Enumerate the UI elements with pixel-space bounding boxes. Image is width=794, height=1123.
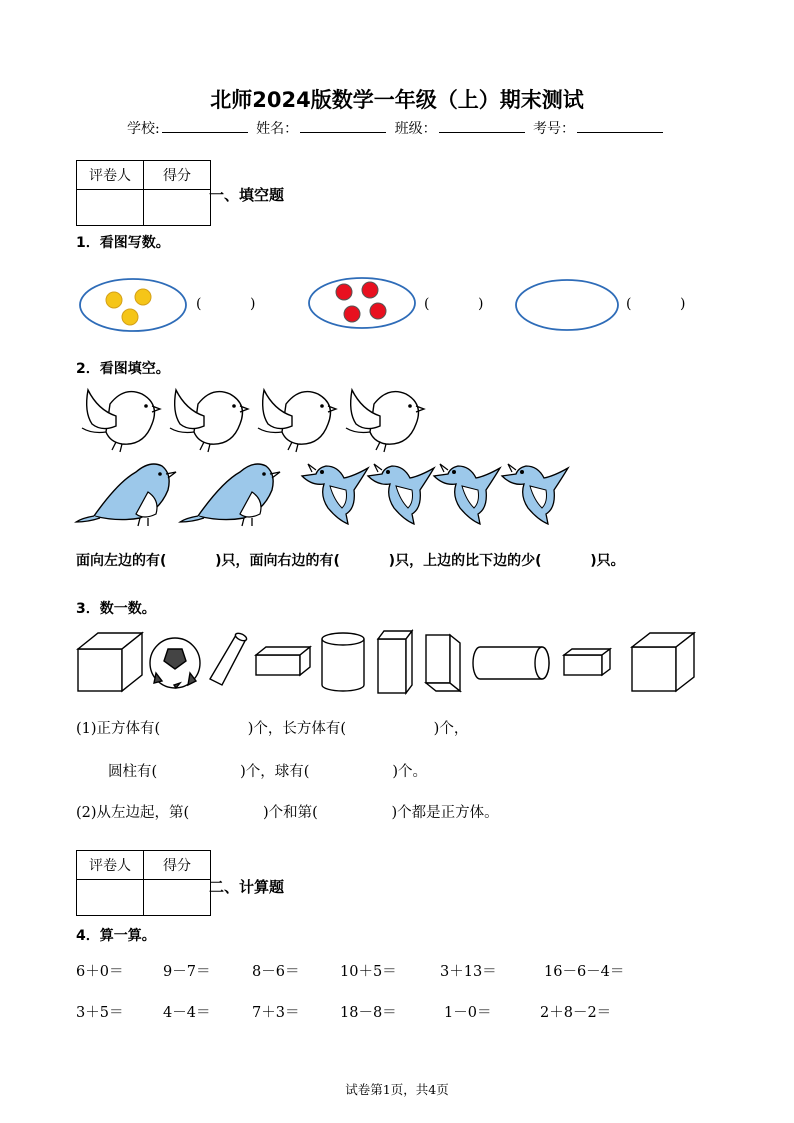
cuboid-icon	[378, 631, 412, 693]
question-1-title: 1．看图写数。	[76, 235, 170, 251]
cylinder-icon	[473, 647, 549, 679]
equation: 2＋8－2＝	[540, 1005, 612, 1021]
q1-paren-open: (	[626, 296, 632, 312]
cube-icon	[632, 633, 694, 691]
swallow-bird-icon	[368, 464, 434, 524]
score-table-1	[76, 160, 211, 226]
exam-no-blank[interactable]	[577, 120, 663, 133]
score-cell[interactable]	[144, 880, 211, 916]
cuboid-icon	[256, 647, 310, 675]
q3-shapes-figure	[70, 625, 710, 697]
page-title: 北师2024版数学一年级（上）期末测试	[210, 88, 584, 112]
swallow-bird-icon	[434, 464, 500, 524]
student-info-line	[0, 118, 794, 138]
red-dot	[370, 303, 386, 319]
school-label: 学校:	[126, 121, 160, 137]
white-bird-icon	[82, 390, 160, 452]
reviewer-cell[interactable]	[77, 190, 144, 226]
soccer-ball-icon	[150, 638, 200, 688]
reviewer-header: 评卷人	[77, 161, 144, 190]
red-dot	[336, 284, 352, 300]
score-header: 得分	[144, 851, 211, 880]
q2-question-text: 面向左边的有( )只，面向右边的有( )只，上边的比下边的少( )只。	[76, 553, 625, 569]
class-label: 班级：	[394, 121, 437, 137]
name-blank[interactable]	[300, 120, 386, 133]
equation: 3＋13＝	[440, 964, 497, 980]
equation: 6＋0＝	[76, 964, 124, 980]
swallow-bird-icon	[502, 464, 568, 524]
question-3-title: 3．数一数。	[76, 601, 156, 617]
equation: 9－7＝	[163, 964, 211, 980]
section-fill-title: 一、填空题	[209, 186, 285, 204]
red-dot	[362, 282, 378, 298]
q3-line-1: (1)正方体有( )个，长方体有( )个，	[76, 721, 469, 737]
name-label: 姓名：	[256, 121, 299, 137]
school-blank[interactable]	[162, 120, 248, 133]
score-cell[interactable]	[144, 190, 211, 226]
page-footer: 试卷第1页，共4页	[345, 1082, 449, 1097]
ellipse-red-dots	[309, 278, 415, 328]
ellipse-empty	[516, 280, 618, 330]
blue-bird-icon	[180, 464, 280, 526]
exam-no-label: 考号：	[533, 121, 576, 137]
equation: 3＋5＝	[76, 1005, 124, 1021]
equation: 1－0＝	[444, 1005, 492, 1021]
q2-birds-figure	[70, 380, 710, 530]
section-calc-title: 二、计算题	[209, 878, 285, 896]
reviewer-header: 评卷人	[77, 851, 144, 880]
q1-paren-close: )	[250, 296, 256, 312]
white-bird-icon	[346, 390, 424, 452]
question-4-title: 4．算一算。	[76, 928, 156, 944]
yellow-dot	[122, 309, 138, 325]
q3-line-2: 圆柱有( )个，球有( )个。	[108, 764, 428, 780]
equation: 4－4＝	[163, 1005, 211, 1021]
equation: 16－6－4＝	[544, 964, 625, 980]
q3-line-3: (2)从左边起，第( )个和第( )个都是正方体。	[76, 805, 499, 821]
cube-icon	[78, 633, 142, 691]
equation: 18－8＝	[340, 1005, 397, 1021]
white-bird-icon	[170, 390, 248, 452]
red-dot	[344, 306, 360, 322]
score-table-2	[76, 850, 211, 916]
cylinder-icon	[210, 632, 248, 685]
q1-paren-close: )	[680, 296, 686, 312]
question-2-title: 2．看图填空。	[76, 361, 170, 377]
q1-paren-close: )	[478, 296, 484, 312]
equation: 10＋5＝	[340, 964, 397, 980]
cuboid-icon	[426, 635, 460, 691]
q1-paren-open: (	[196, 296, 202, 312]
class-blank[interactable]	[439, 120, 525, 133]
reviewer-cell[interactable]	[77, 880, 144, 916]
yellow-dot	[106, 292, 122, 308]
score-header: 得分	[144, 161, 211, 190]
yellow-dot	[135, 289, 151, 305]
equation: 8－6＝	[252, 964, 300, 980]
cylinder-icon	[322, 633, 364, 691]
equation: 7＋3＝	[252, 1005, 300, 1021]
white-bird-icon	[258, 390, 336, 452]
swallow-bird-icon	[302, 464, 368, 524]
blue-bird-icon	[76, 464, 176, 526]
cuboid-icon	[564, 649, 610, 675]
q1-paren-open: (	[424, 296, 430, 312]
